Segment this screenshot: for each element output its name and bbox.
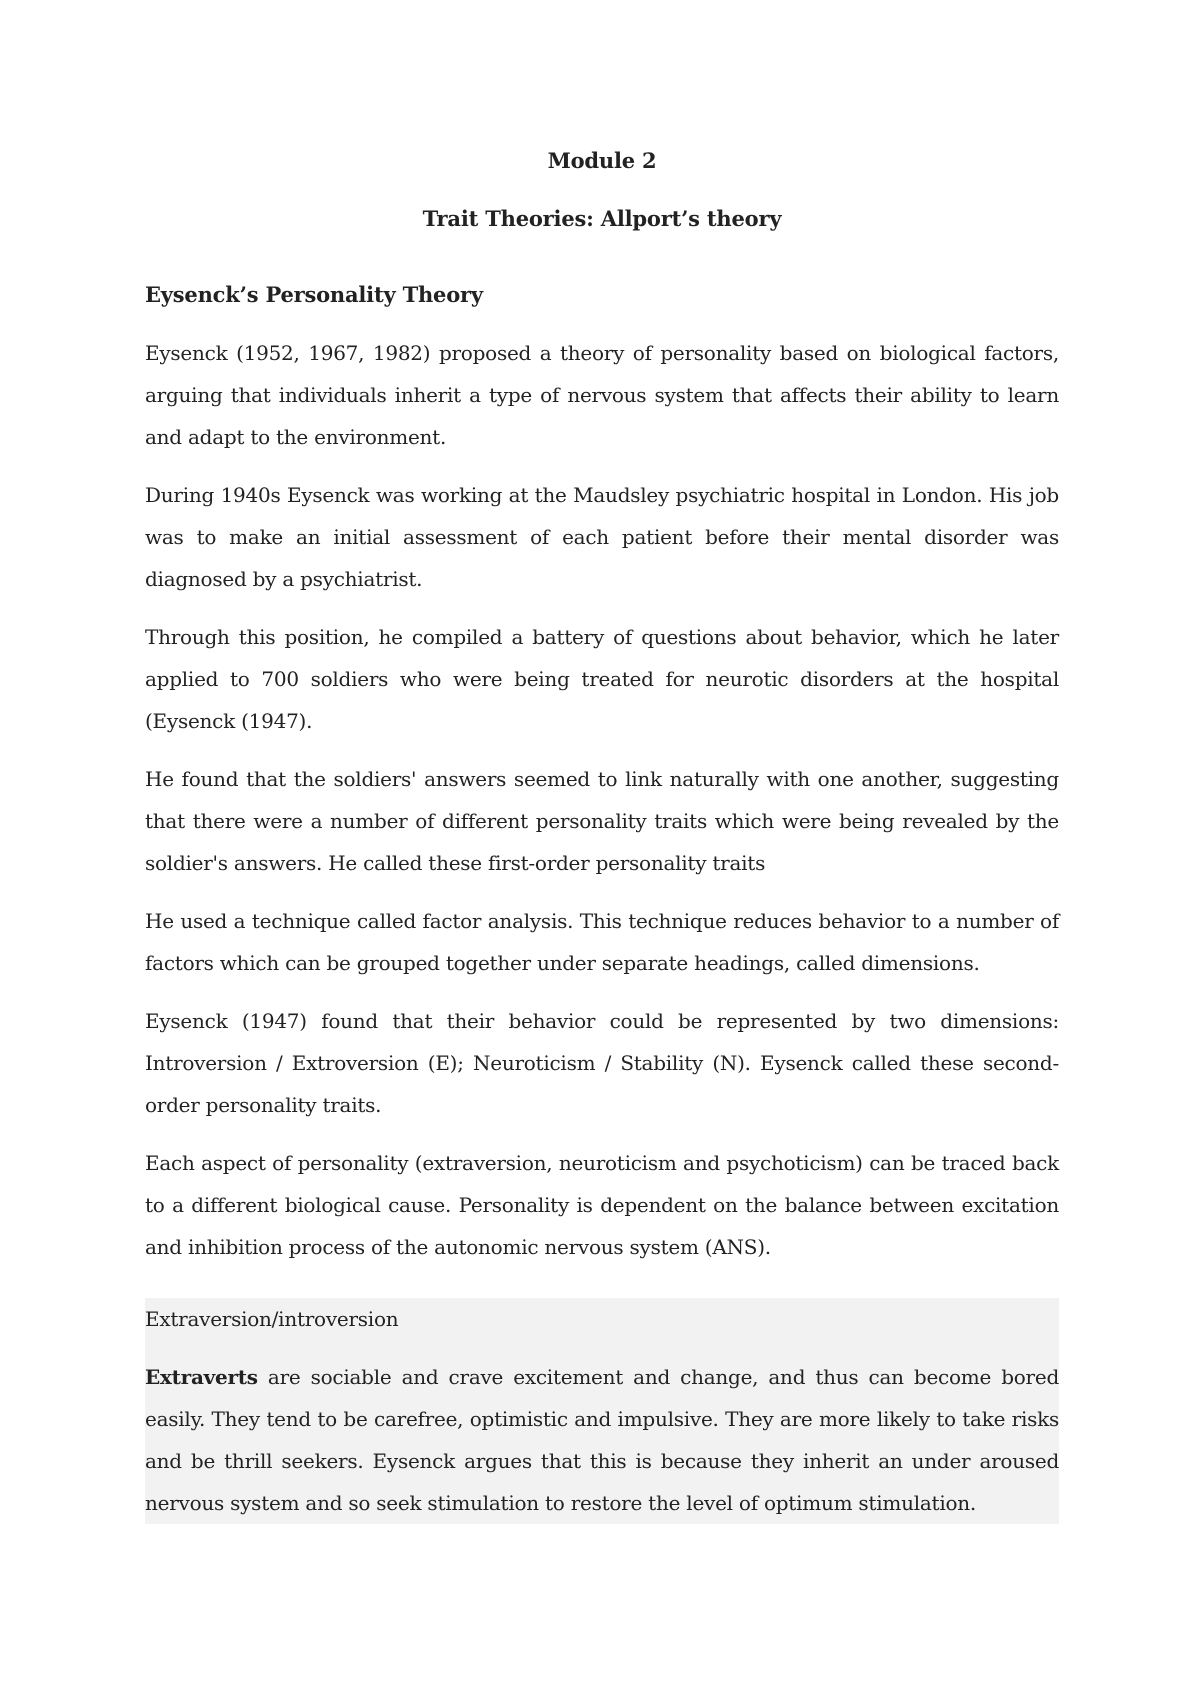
paragraph-biological-cause: Each aspect of personality (extraversion, neuroticism and psychoticism) can be traced back to a different biological cause. Personality is dependent on the balance between excitation and inhibition process of the autonomic nervous system (ANS). (145, 1151, 1059, 1259)
extraversion-text: are sociable and crave excitement and change, and thus can become bored easily. They tend to be carefree, optimistic and impulsive. They are more likely to take risks and be thrill seekers. Eysenck argues that this is because they inherit an under aroused nervous system and so seek stimulation to restore the level of optimum stimulation. (145, 1365, 1059, 1515)
extraversion-section (145, 1298, 1059, 1524)
paragraph-history: During 1940s Eysenck was working at the Maudsley psychiatric hospital in London. His job was to make an initial assessment of each patient before their mental disorder was diagnosed by a psychiatrist. (145, 483, 1059, 591)
module-title: Module 2 (547, 148, 657, 173)
document-subtitle: Trait Theories: Allport’s theory (422, 206, 782, 231)
extraversion-paragraph (145, 1356, 1059, 1524)
paragraph-factor-analysis: He used a technique called factor analysis. This technique reduces behavior to a number of factors which can be grouped together under separate headings, called dimensions. (145, 909, 1059, 975)
section-heading: Eysenck’s Personality Theory (145, 282, 483, 307)
paragraph-questionnaire: Through this position, he compiled a battery of questions about behavior, which he later applied to 700 soldiers who were being treated for neurotic disorders at the hospital (Eysenck (1947). (145, 625, 1059, 733)
document-content (145, 140, 1059, 1524)
paragraph-intro: Eysenck (1952, 1967, 1982) proposed a theory of personality based on biological factors, arguing that individuals inherit a type of nervous system that affects their ability to learn and adapt to the environment. (145, 341, 1059, 449)
extraversion-heading: Extraversion/introversion (145, 1307, 399, 1331)
paragraph-dimensions: Eysenck (1947) found that their behavior could be represented by two dimensions: Introversion / Extroversion (E); Neuroticism / Stability (N). Eysenck called these second-order personality traits. (145, 1009, 1059, 1117)
paragraph-first-order-traits: He found that the soldiers' answers seemed to link naturally with one another, suggesting that there were a number of different personality traits which were being revealed by the soldier's answers. He called these first-order personality traits (145, 767, 1059, 875)
extraverts-term: Extraverts (145, 1365, 258, 1389)
